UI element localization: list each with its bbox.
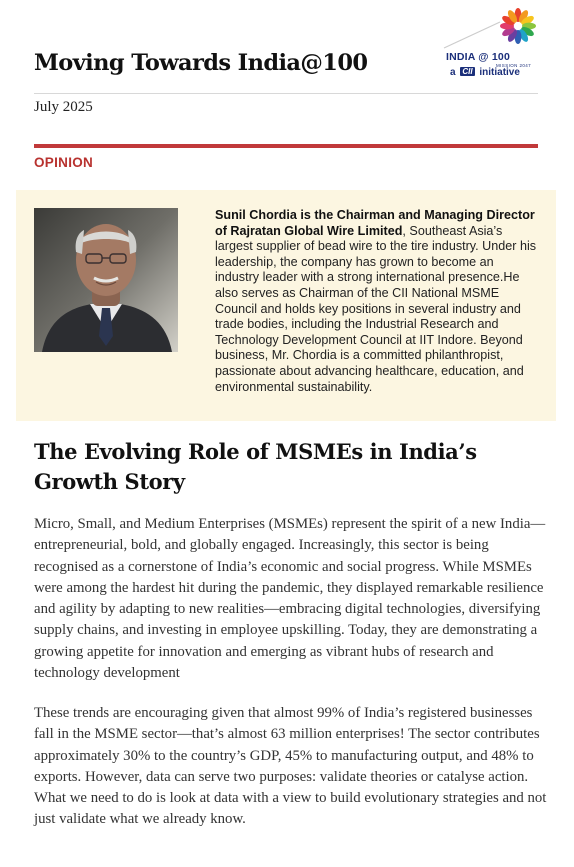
issue-date: July 2025 <box>34 99 93 115</box>
article-headline: The Evolving Role of MSMEs in India’s Growth Story <box>34 439 477 494</box>
article-paragraph: These trends are encouraging given that almost 99% of India’s registered businesses fall in the MSME sector—that’s almost 63 million enterprises! The sector contributes approximately 30% to the country’s GDP, 45% to manufacturing output, and 48% to exports. However, data can serve two purposes: validate theories or catalyse action. What we need to do is look at data with a view to build evolutionary strategies and not just validate what we already know. <box>34 705 547 828</box>
india-at-100-logo <box>440 6 544 78</box>
logo-swoosh <box>440 14 510 54</box>
author-bio-name: Sunil Chordia is the Chairman and Managing Director of Rajratan Global Wire Limited <box>215 208 535 238</box>
logo-mission-text: MISSION 2047 <box>496 63 532 68</box>
logo-india-text: INDIA @ 100 <box>446 51 510 63</box>
header-divider <box>34 93 538 94</box>
author-bio-detail: , Southeast Asia’s largest supplier of bead wire to the tire industry. Under his leadership, the company has grown to become an industry leader with a strong international presence.He also serves as Chairman of the CII National MSME Council and holds key positions in several industry and trade bodies, including the Industrial Research and Technology Development Council at IIT Indore. Beyond business, Mr. Chordia is a committed philanthropist, passionate about advancing healthcare, education, and environmental sustainability. <box>215 223 537 394</box>
masthead-title: Moving Towards India@100 <box>34 50 368 76</box>
author-photo <box>34 208 178 352</box>
logo-prefix: a <box>450 67 456 78</box>
section-rule <box>34 144 538 148</box>
logo-suffix: initiative <box>479 67 520 78</box>
logo-initiative-line <box>450 67 520 78</box>
section-label: OPINION <box>34 155 94 170</box>
cii-mark: CII <box>462 67 473 76</box>
author-bio <box>215 208 539 395</box>
author-portrait <box>34 208 178 352</box>
author-bio-box <box>16 190 556 421</box>
article-paragraph: Micro, Small, and Medium Enterprises (MSMEs) represent the spirit of a new India—entrepreneurial, bold, and globally engaged. Increasingly, this sector is being recognised as a cornerstone of India’s economic and social progress. While MSMEs were among the hardest hit during the pandemic, they displayed remarkable resilience and agility by adapting to new realities—embracing digital technologies, diversifying supply chains, and investing in employee upskilling. Today, they are demonstrating a growing appetite for innovation and emerging as vibrant hubs of research and technology development <box>34 516 546 682</box>
